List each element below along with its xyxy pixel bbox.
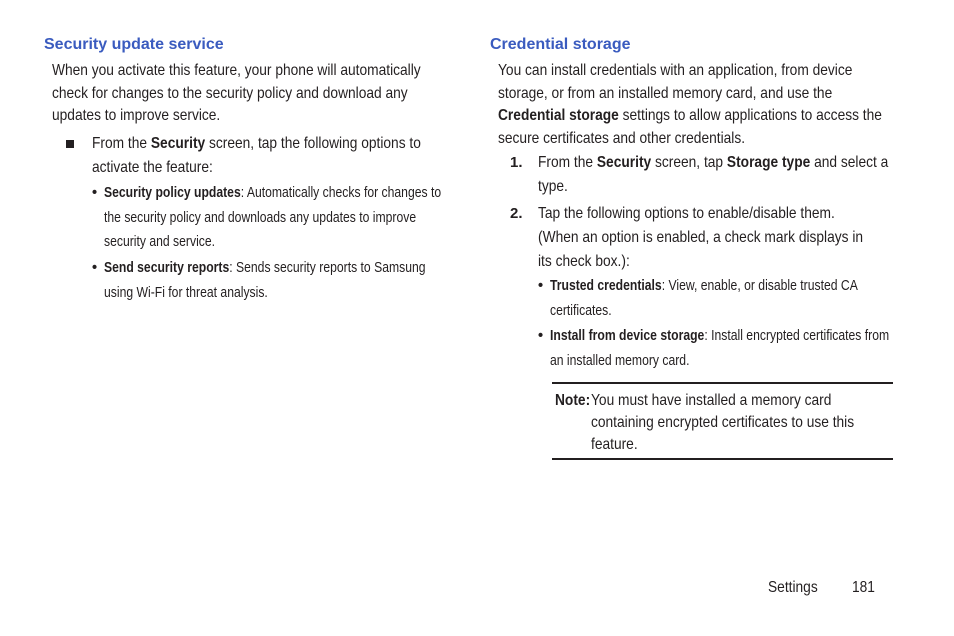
sub-item-text: : Automatically checks for changes to bbox=[240, 185, 442, 201]
intro-line: storage, or from an installed memory card, and use the bbox=[498, 84, 833, 102]
note-text: containing encrypted certificates to use this bbox=[591, 414, 855, 431]
intro-line: When you activate this feature, your phone will automatically bbox=[52, 62, 421, 79]
sub-item bbox=[92, 256, 514, 305]
intro-line: updates to improve service. bbox=[52, 107, 221, 124]
intro-paragraph bbox=[498, 60, 944, 150]
note-label: Note: bbox=[555, 392, 591, 409]
intro-line: settings to allow applications to access the bbox=[618, 107, 882, 124]
step-text: its check box.): bbox=[538, 253, 630, 270]
sub-item-text: : Install encrypted certificates from bbox=[704, 328, 890, 344]
sub-item bbox=[92, 181, 514, 255]
sub-item bbox=[538, 324, 954, 373]
bullet-text: From the bbox=[92, 135, 151, 152]
sub-item-bold: Install from device storage bbox=[550, 328, 705, 344]
step-text: Tap the following options to enable/disable them. bbox=[538, 205, 835, 222]
bullet-text: screen, tap the following options to bbox=[205, 135, 421, 152]
step-text: type. bbox=[538, 178, 568, 195]
note-text: You must have installed a memory card bbox=[591, 392, 832, 409]
dot-bullet-icon: • bbox=[538, 278, 544, 294]
step-number: 2. bbox=[510, 205, 523, 222]
sub-item-bold: Send security reports bbox=[104, 260, 230, 276]
step-text: From the bbox=[538, 154, 597, 171]
intro-line: check for changes to the security policy and download any bbox=[52, 84, 408, 102]
note-box bbox=[552, 382, 893, 460]
intro-bold: Credential storage bbox=[498, 107, 619, 124]
step-text: and select a bbox=[810, 154, 889, 171]
footer-section-name: Settings bbox=[768, 579, 818, 596]
step-item bbox=[538, 202, 908, 274]
sub-item bbox=[538, 274, 954, 323]
page-number: 181 bbox=[852, 579, 875, 596]
bullet-text: activate the feature: bbox=[92, 159, 213, 176]
intro-line: You can install credentials with an application, from device bbox=[498, 62, 853, 79]
sub-item-text: : Sends security reports to Samsung bbox=[229, 260, 426, 276]
section-heading-security-update: Security update service bbox=[44, 36, 224, 53]
sub-item-text: an installed memory card. bbox=[550, 352, 690, 369]
step-bold: Storage type bbox=[726, 154, 811, 171]
step-number: 1. bbox=[510, 154, 523, 171]
step-text: screen, tap bbox=[651, 154, 727, 171]
dot-bullet-icon: • bbox=[538, 328, 544, 344]
square-bullet-icon bbox=[66, 140, 74, 148]
intro-paragraph bbox=[52, 60, 481, 128]
step-bold: Security bbox=[596, 154, 652, 171]
step-text: (When an option is enabled, a check mark displays in bbox=[538, 229, 864, 246]
sub-item-text: using Wi-Fi for threat analysis. bbox=[104, 284, 268, 301]
dot-bullet-icon: • bbox=[92, 185, 98, 201]
dot-bullet-icon: • bbox=[92, 260, 98, 276]
sub-item-bold: Trusted credentials bbox=[550, 278, 662, 294]
sub-item-text: the security policy and downloads any updates to improve bbox=[104, 209, 417, 226]
bullet-bold: Security bbox=[150, 135, 206, 152]
sub-item-bold: Security policy updates bbox=[104, 185, 241, 201]
section-heading-credential-storage: Credential storage bbox=[490, 36, 631, 53]
intro-line: secure certificates and other credentials. bbox=[498, 129, 746, 147]
sub-item-text: : View, enable, or disable trusted CA bbox=[661, 278, 858, 294]
sub-item-text: certificates. bbox=[550, 302, 612, 319]
step-item bbox=[538, 151, 908, 199]
bullet-item bbox=[92, 132, 472, 180]
note-text: feature. bbox=[591, 436, 638, 453]
sub-item-text: security and service. bbox=[104, 234, 216, 250]
